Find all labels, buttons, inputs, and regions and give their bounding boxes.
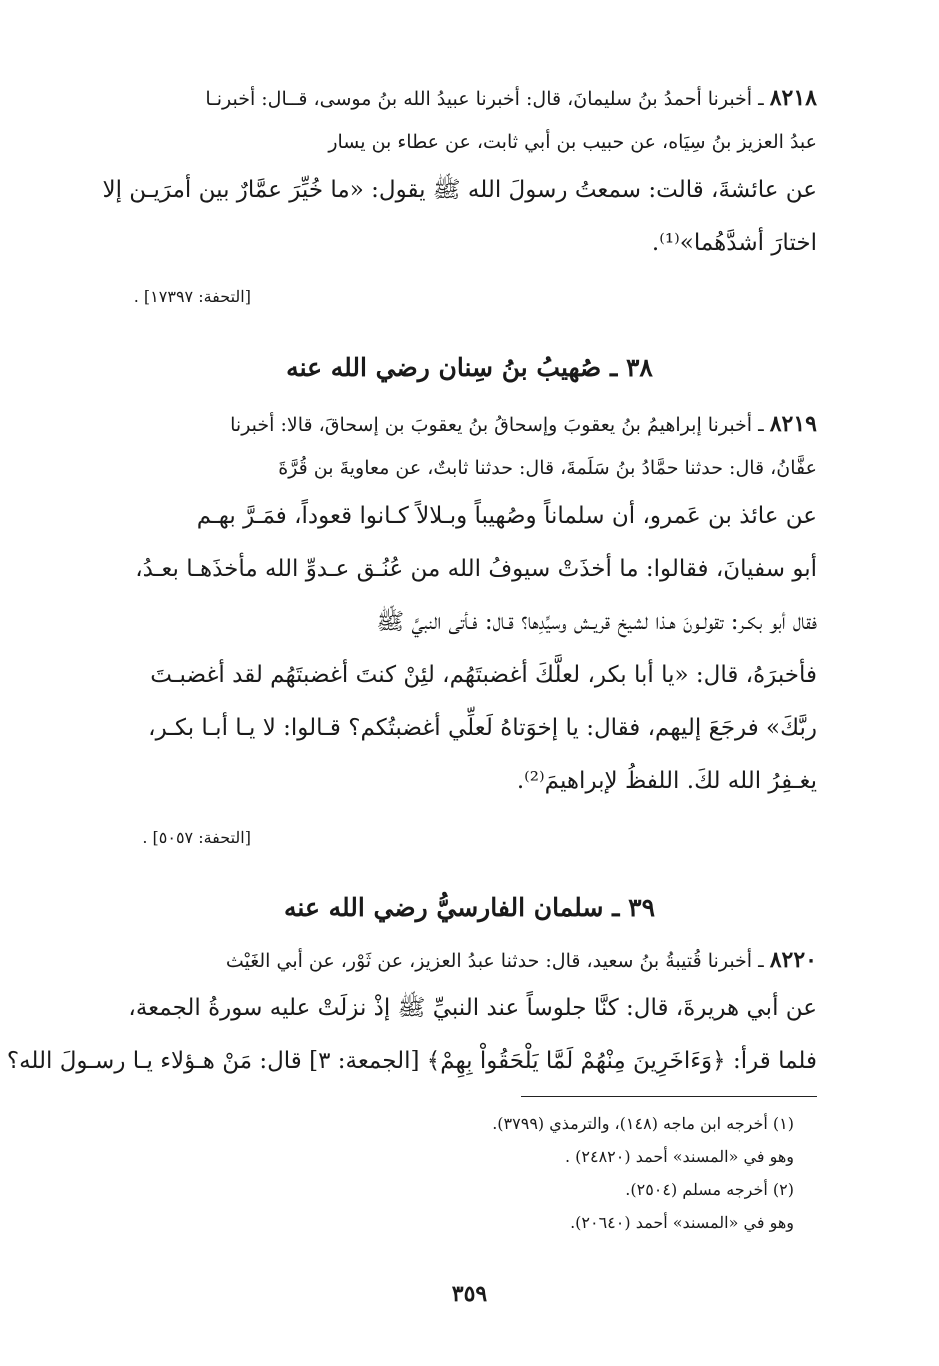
hadith-text-line: فقال أبو بكـر: تقولـونَ هـذا لشيخ قريـش وسيِّدِها؟ قـال: فـأتى النبيَّ ﷺ	[376, 609, 817, 635]
chain-text: ـ أخبرنا إبراهيمُ بنُ يعقوبَ وإسحاقُ بنُ يعقوبَ بن إسحاقَ، قالا: أخبرنا	[230, 414, 764, 436]
hadith-text-line: أبو سفيانَ، فقالوا: ما أخذَتْ سيوفُ الله من عُنُـق عـدوِّ الله مأخذَهـا بعـدُ،	[135, 556, 817, 582]
footnote-line: (٢) أخرجه مسلم (٢٥٠٤).	[625, 1180, 794, 1199]
footnote-separator	[521, 1096, 817, 1097]
hadith-8219	[122, 402, 817, 808]
hadith-text-line: عن عائشةَ، قالت: سمعتُ رسولَ الله ﷺ يقول: «ما خُيِّرَ عمَّارٌ بين أمرَيـن إلا	[102, 177, 817, 203]
hadith-text-line: عن عائذ بن عَمرو، أن سلماناً وصُهيباً وبـلالاً كـانوا قعوداً، فمَـرَّ بهـم	[196, 503, 817, 529]
hadith-text-line: ربَّكَ» فرجَعَ إليهم، فقال: يا إخوَتاهُ لَعلِّي أغضبتُكم؟ قـالوا: لا يـا أبـا بكـر،	[148, 715, 817, 741]
chain-text: ـ أخبرنا قُتيبةُ بنُ سعيد، قال: حدثنا عبدُ العزيز، عن ثَوْر، عن أبي الغَيْث	[225, 950, 764, 972]
hadith-8220	[6, 938, 817, 1088]
hadith-chain-line: عبدُ العزيز بنُ سِيَاه، عن حبيب بن أبي ثابت، عن عطاء بن يسار	[328, 131, 817, 153]
hadith-text-line: عن أبي هريرةَ، قال: كنَّا جلوساً عند النبيِّ ﷺ إذْ نزلَتْ عليه سورةُ الجمعة،	[128, 995, 817, 1021]
hadith-text-line: فلما قرأ: ﴿وَءَاخَرِينَ مِنْهُمْ لَمَّا يَلْحَقُواْ بِهِمْ﴾ [الجمعة: ٣] قال: مَنْ هـؤلاء يـا رسـولَ الله؟	[6, 1048, 817, 1074]
hadith-chain-line	[122, 402, 817, 446]
hadith-8218	[102, 76, 817, 270]
footnote-line: (١) أخرجه ابن ماجه (١٤٨)، والترمذي (٣٧٩٩).	[492, 1114, 794, 1133]
hadith-number: ٨٢٢٠	[769, 947, 817, 973]
tuhfa-reference: [التحفة: ١٧٣٩٧] .	[133, 287, 251, 306]
hadith-chain-line	[122, 76, 817, 120]
hadith-number: ٨٢١٩	[769, 411, 817, 437]
hadith-number: ٨٢١٨	[769, 85, 817, 111]
hadith-text-line: اختارَ أشدَّهُما»⁽¹⁾.	[651, 230, 817, 256]
hadith-chain-line	[122, 938, 817, 982]
footnote-line: وهو في «المسند» أحمد (٢٠٦٤٠).	[570, 1213, 794, 1232]
hadith-text-line: يغـفِرُ الله لكَ. اللفظُ لإبراهيمَ⁽²⁾.	[516, 768, 817, 794]
tuhfa-reference: [التحفة: ٥٠٥٧] .	[142, 828, 251, 847]
section-heading: ٣٨ ـ صُهيبُ بنُ سِنان رضي الله عنه	[286, 353, 653, 382]
section-heading: ٣٩ ـ سلمان الفارسيُّ رضي الله عنه	[284, 893, 655, 922]
page-number: ٣٥٩	[451, 1281, 488, 1307]
hadith-text-line: فأخبرَهُ، قال: «يا أبا بكر، لعلَّكَ أغضبتَهُم، لئِنْ كنتَ أغضبتَهُم لقد أغضبـتَ	[150, 662, 817, 688]
hadith-chain-line: عفَّانُ، قال: حدثنا حمَّادُ بنُ سَلَمةَ، قال: حدثنا ثابتٌ، عن معاويةَ بن قُرَّةَ	[278, 457, 817, 479]
footnote-line: وهو في «المسند» أحمد (٢٤٨٢٠) .	[564, 1147, 794, 1166]
chain-text: ـ أخبرنا أحمدُ بنُ سليمانَ، قال: أخبرنا عبيدُ الله بنُ موسى، قــال: أخبرنـا	[205, 88, 764, 110]
